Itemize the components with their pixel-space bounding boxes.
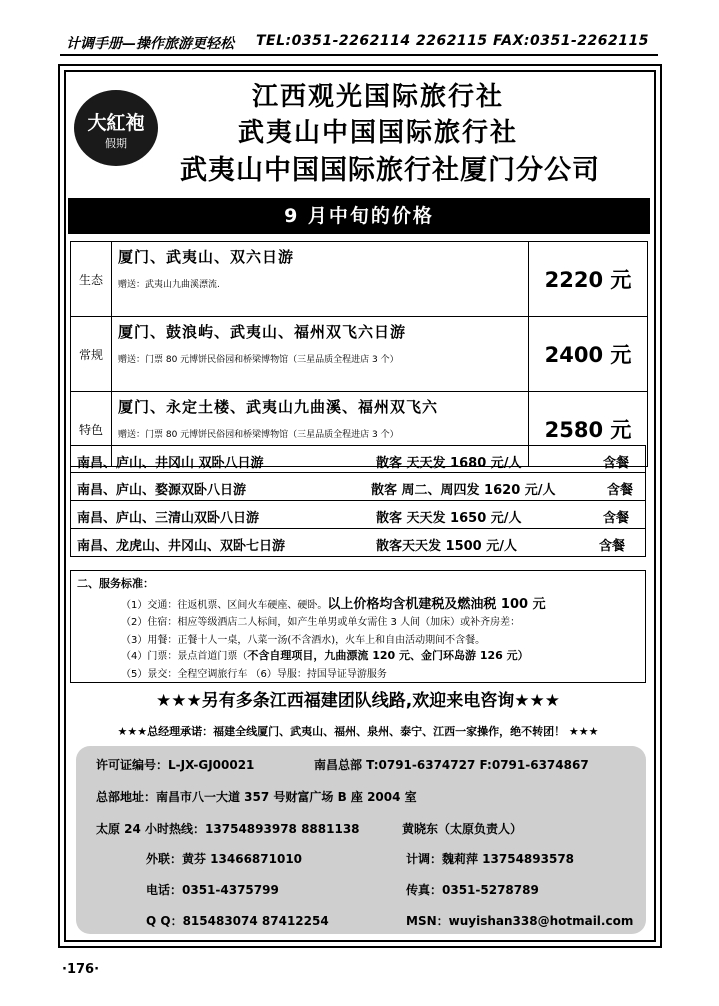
row-route: 南昌、庐山、三清山双卧八日游 — [77, 511, 260, 526]
office-phone: 电话：0351-4375799 — [146, 883, 279, 897]
msn-contact: MSN：wuyishan338@hotmail.com — [406, 914, 634, 928]
row-route: 南昌、庐山、井冈山 双卧八日游 — [77, 456, 264, 471]
service-item: （5）景交：全程空调旅行车 （6）导服：持国导证导游服务 — [121, 669, 387, 680]
page-number: ·176· — [62, 962, 100, 977]
tour-gift: 赠送：门票 80 元博饼民俗园和桥梁博物馆（三星品质全程进店 3 个） — [118, 355, 399, 365]
service-item — [121, 593, 546, 612]
service-item-text: （4）门票：景点首道门票（ — [121, 651, 248, 662]
table-row — [71, 242, 648, 317]
tour-price: 2220 元 — [529, 242, 648, 317]
row-info: 散客天天发 1500 元/人 — [376, 539, 517, 554]
agency-title-2: 武夷山中国国际旅行社 — [237, 118, 518, 148]
price-banner: 9 月中旬的价格 — [68, 198, 650, 234]
logo-main-text: 大紅袍 — [87, 112, 145, 134]
hq-address: 总部地址：南昌市八一大道 357 号财富广场 B 座 2004 室 — [96, 790, 417, 804]
row-route: 南昌、庐山、婺源双卧八日游 — [77, 483, 247, 498]
more-routes-banner: ★★★另有多条江西福建团队线路,欢迎来电咨询★★★ — [156, 691, 560, 711]
table-row — [71, 317, 648, 392]
tour-price: 2400 元 — [529, 317, 648, 392]
office-fax: 传真：0351-5278789 — [406, 883, 539, 897]
qq-contact: Q Q：815483074 87412254 — [146, 914, 329, 928]
tour-route: 厦门、武夷山、双六日游 — [118, 248, 295, 266]
tour-description — [112, 317, 529, 392]
hq-phone: 南昌总部 T:0791-6374727 F:0791-6374867 — [314, 758, 589, 772]
row-meal: 含餐 — [603, 456, 630, 471]
header-rule — [60, 54, 658, 56]
agency-title-3: 武夷山中国国际旅行社厦门分公司 — [180, 155, 600, 186]
tour-price: 2580 元 — [529, 392, 648, 467]
tour-route: 厦门、永定土楼、武夷山九曲溪、福州双飞六 — [118, 398, 439, 416]
row-info: 散客 天天发 1650 元/人 — [376, 511, 522, 526]
service-item-highlight: 以上价格均含机建税及燃油税 100 元 — [327, 597, 546, 612]
service-item-text: （1）交通：往返机票、区间火车硬座、硬卧。 — [121, 600, 328, 611]
tour-gift: 赠送：武夷山九曲溪漂流. — [118, 280, 220, 290]
list-item — [70, 473, 646, 501]
tour-gift: 赠送：门票 80 元博饼民俗园和桥梁博物馆（三星品质全程进店 3 个） — [118, 430, 399, 440]
tour-category: 生态 — [71, 242, 112, 317]
tour-route: 厦门、鼓浪屿、武夷山、福州双飞六日游 — [118, 323, 407, 341]
row-route: 南昌、龙虎山、井冈山、双卧七日游 — [77, 539, 286, 554]
license-number: 许可证编号：L-JX-GJ00021 — [96, 758, 255, 772]
agency-title-1: 江西观光国际旅行社 — [251, 82, 504, 112]
row-info: 散客 天天发 1680 元/人 — [376, 456, 522, 471]
contact-box — [76, 746, 646, 934]
liaison-contact: 外联：黄芬 13466871010 — [146, 852, 303, 866]
featured-tours-table — [70, 241, 648, 467]
planner-contact: 计调：魏莉萍 13754893578 — [406, 852, 575, 866]
list-item — [70, 445, 646, 473]
tour-category: 特色 — [71, 392, 112, 467]
logo-sub-text: 假期 — [105, 137, 127, 150]
tour-category: 常规 — [71, 317, 112, 392]
row-meal: 含餐 — [607, 483, 634, 498]
row-info: 散客 周二、周四发 1620 元/人 — [371, 483, 556, 498]
row-meal: 含餐 — [599, 539, 626, 554]
header-slogan: 计调手册—操作旅游更轻松 — [66, 36, 234, 52]
service-standards — [70, 570, 646, 683]
list-item — [70, 529, 646, 557]
header-contact: TEL:0351-2262114 2262115 FAX:0351-2262115 — [256, 33, 649, 49]
list-item — [70, 501, 646, 529]
service-item — [121, 647, 529, 663]
service-item: （3）用餐：正餐十人一桌，八菜一汤(不含酒水)，火车上和自由活动期间不含餐。 — [121, 635, 486, 646]
manager-promise: ★★★总经理承诺：福建全线厦门、武夷山、福州、泉州、泰宁、江西一家操作，绝不转团！ ★★★ — [117, 725, 599, 738]
service-item: （2）住宿：相应等级酒店二人标间，如产生单男或单女需住 3 人间（加床）或补齐房差： — [121, 617, 521, 628]
service-item-highlight: 不含自理项目，九曲漂流 120 元、金门环岛游 126 元） — [247, 649, 529, 662]
row-meal: 含餐 — [603, 511, 630, 526]
tour-description — [112, 242, 529, 317]
taiyuan-hotline: 太原 24 小时热线：13754893978 8881138 — [96, 822, 360, 836]
page-header — [66, 33, 654, 53]
service-heading: 二、服务标准： — [77, 577, 154, 590]
jiangxi-tour-list — [70, 445, 646, 557]
taiyuan-manager: 黄晓东（太原负责人） — [402, 822, 523, 836]
